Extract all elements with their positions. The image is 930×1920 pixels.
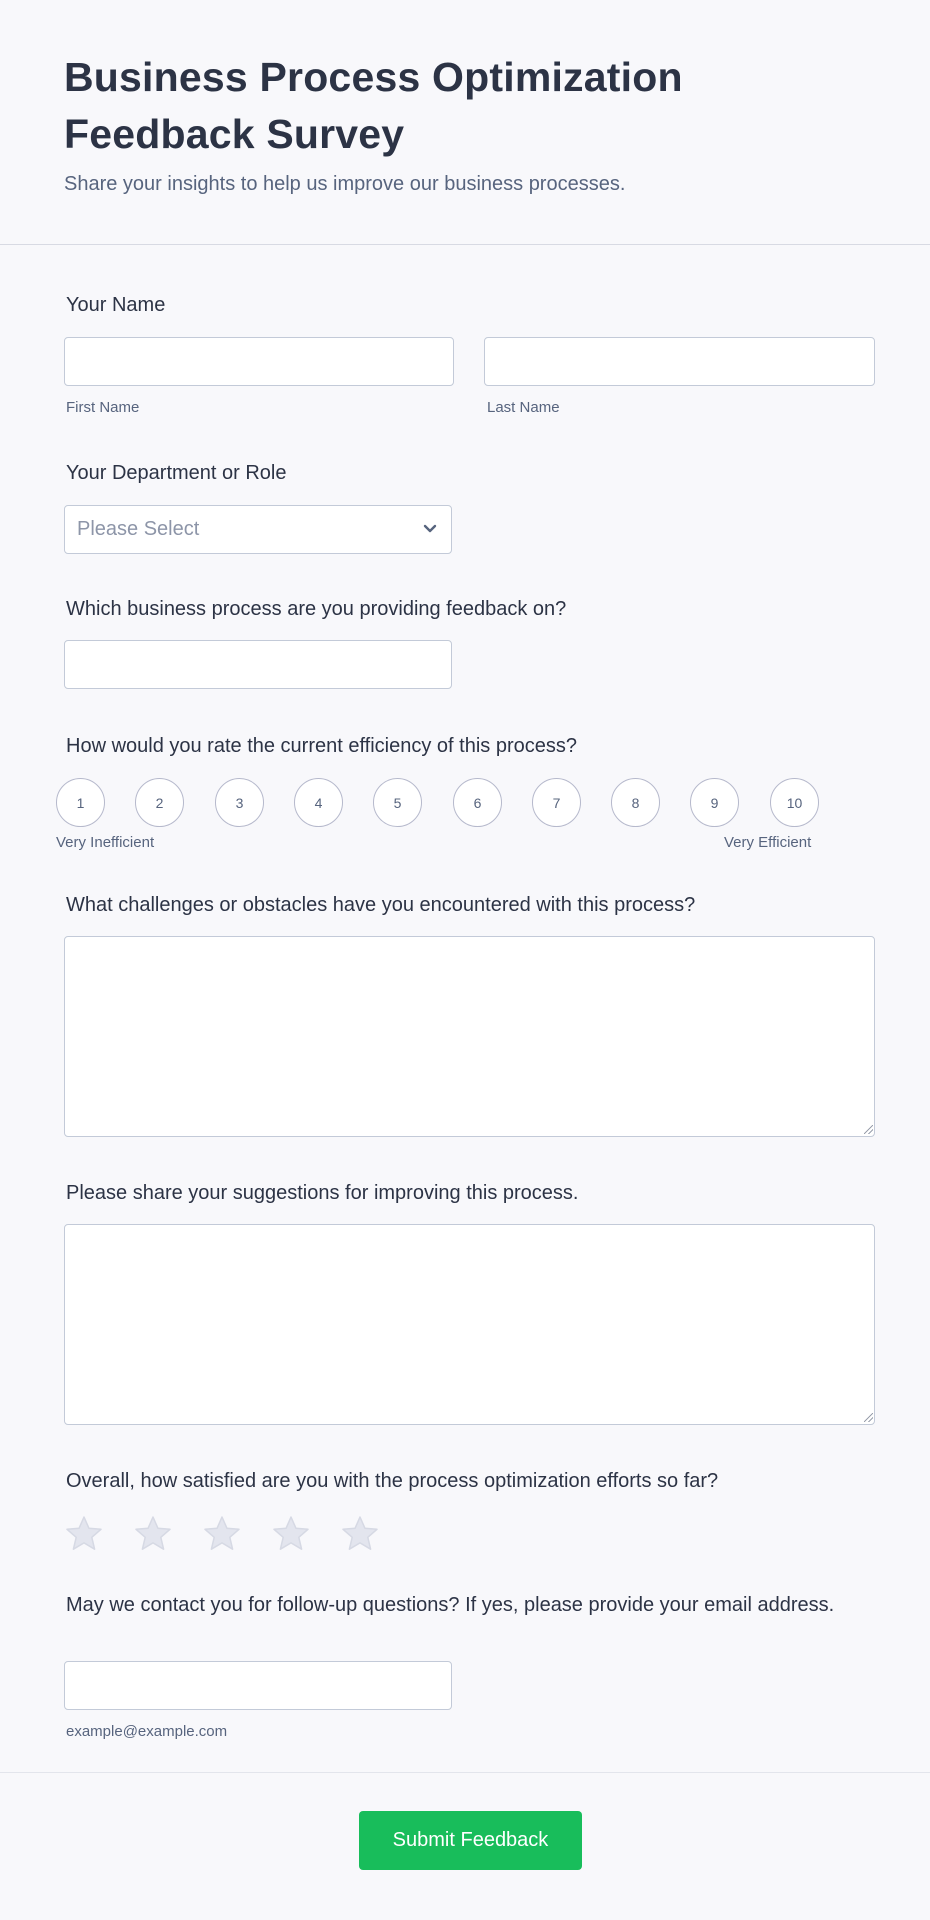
form-header (0, 0, 930, 245)
efficiency-option-label: 9 (710, 794, 719, 811)
department-select[interactable] (64, 505, 452, 554)
suggestions-resize-handle[interactable] (864, 1413, 873, 1422)
efficiency-option-label: 3 (235, 794, 244, 811)
first-name-sublabel: First Name (66, 399, 140, 416)
efficiency-option-6[interactable] (453, 778, 502, 827)
efficiency-option-2[interactable] (135, 778, 184, 827)
star-icon[interactable] (133, 1514, 173, 1554)
star-icon[interactable] (271, 1514, 311, 1554)
efficiency-option-label: 10 (786, 794, 803, 811)
efficiency-option-label: 4 (314, 794, 323, 811)
efficiency-option-9[interactable] (690, 778, 739, 827)
email-sublabel: example@example.com (66, 1723, 228, 1740)
efficiency-option-label: 7 (552, 794, 561, 811)
efficiency-option-label: 2 (155, 794, 164, 811)
name-label: Your Name (66, 294, 166, 316)
star-icon[interactable] (202, 1514, 242, 1554)
satisfaction-label: Overall, how satisfied are you with the process optimization efforts so far? (66, 1470, 719, 1492)
efficiency-option-label: 1 (76, 794, 85, 811)
department-label: Your Department or Role (66, 462, 287, 484)
star-icon[interactable] (64, 1514, 104, 1554)
suggestions-textarea[interactable] (64, 1224, 875, 1425)
survey-form (0, 245, 930, 1773)
form-footer (0, 1773, 930, 1919)
efficiency-option-4[interactable] (294, 778, 343, 827)
efficiency-option-1[interactable] (56, 778, 105, 827)
efficiency-min-label: Very Inefficient (56, 834, 155, 851)
submit-button[interactable]: Submit Feedback (359, 1811, 582, 1870)
efficiency-option-3[interactable] (215, 778, 264, 827)
first-name-input[interactable] (64, 337, 454, 386)
efficiency-option-label: 5 (393, 794, 402, 811)
efficiency-option-8[interactable] (611, 778, 660, 827)
challenges-textarea[interactable] (64, 936, 875, 1137)
contact-label: May we contact you for follow-up questions? If yes, please provide your email address. (66, 1594, 835, 1616)
last-name-sublabel: Last Name (487, 399, 560, 416)
process-input[interactable] (64, 640, 452, 689)
email-input[interactable] (64, 1661, 452, 1710)
department-select-placeholder: Please Select (77, 518, 200, 540)
efficiency-option-label: 8 (631, 794, 640, 811)
star-icon[interactable] (340, 1514, 380, 1554)
efficiency-option-10[interactable] (770, 778, 819, 827)
efficiency-option-7[interactable] (532, 778, 581, 827)
challenges-resize-handle[interactable] (864, 1125, 873, 1134)
efficiency-label: How would you rate the current efficiency of this process? (66, 735, 577, 757)
challenges-label: What challenges or obstacles have you encountered with this process? (66, 894, 696, 916)
process-label: Which business process are you providing feedback on? (66, 598, 567, 620)
chevron-down-icon (423, 524, 437, 534)
efficiency-option-label: 6 (473, 794, 482, 811)
suggestions-label: Please share your suggestions for improving this process. (66, 1182, 579, 1204)
page-title: Business Process Optimization Feedback Survey (64, 54, 683, 157)
last-name-input[interactable] (484, 337, 875, 386)
efficiency-option-5[interactable] (373, 778, 422, 827)
efficiency-max-label: Very Efficient (724, 834, 812, 851)
page-subtitle: Share your insights to help us improve our business processes. (64, 173, 626, 195)
